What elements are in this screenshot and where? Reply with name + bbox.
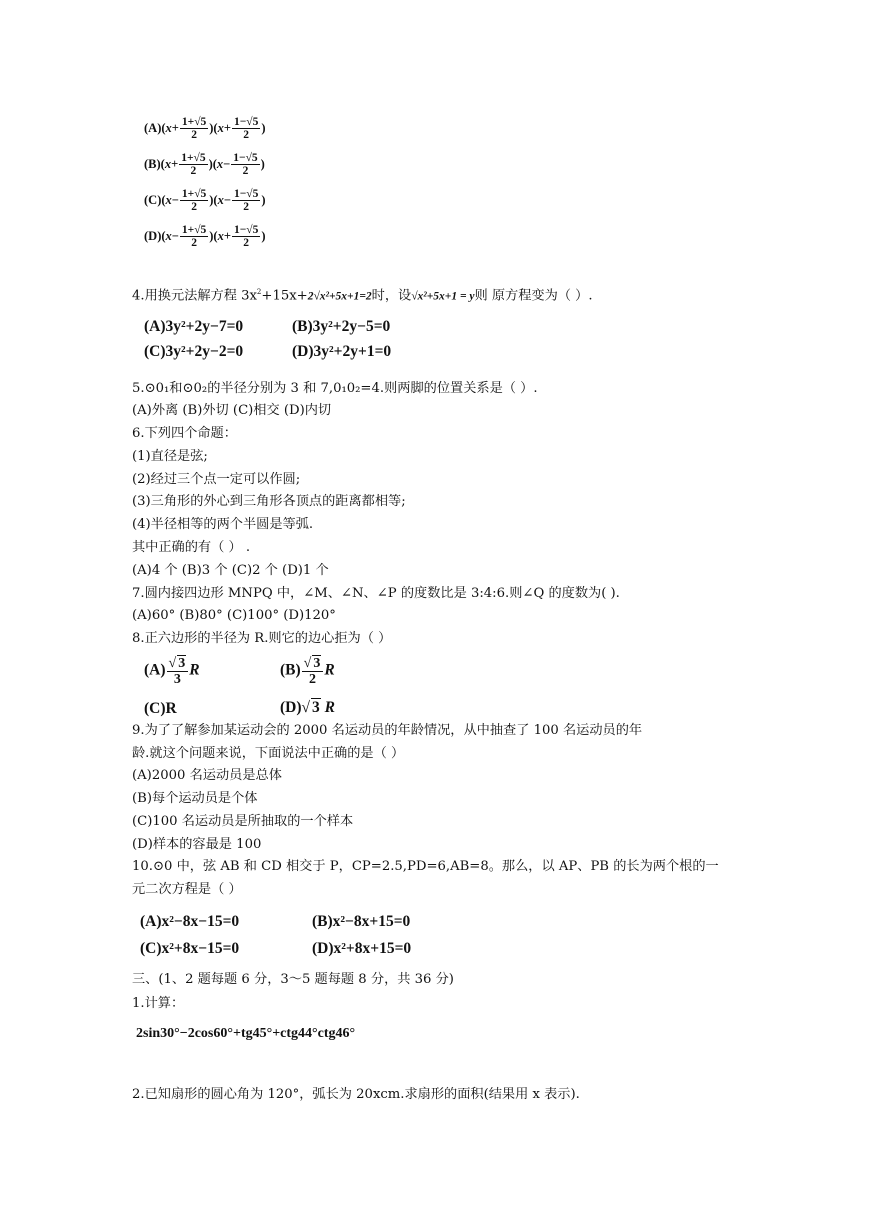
q4-option-d: (D)3y²+2y+1=0 [292, 343, 392, 360]
q3-option: (B)(x+ $\frac{1+√5}{2}$ )(x− $\frac{1-√5}{2}$ ) [144, 152, 265, 177]
q8-option-c: (C)R [144, 700, 177, 717]
q6-options: (A)4 个 (B)3 个 (C)2 个 (D)1 个 [132, 563, 329, 578]
sec3-q2: 2.已知扇形的圆心角为 120°，弧长为 20xcm.求扇形的面积(结果用 x 表示). [132, 1087, 580, 1102]
q3-option: (A)(x+ $\frac{1+√5}{2}$ )(x+ $\frac{1-√5}{2}$ ) [144, 116, 266, 141]
q9-option-d: (D)样本的容最是 100 [132, 837, 262, 852]
q6-statement-3: (3)三角形的外心到三角形各顶点的距离都相等; [132, 494, 406, 509]
q5-stem: 5.⊙0₁和⊙0₂的半径分别为 3 和 7,0₁0₂=4.则两脚的位置关系是（ ）. [132, 381, 538, 396]
q6-statement-1: (1)直径是弦; [132, 449, 208, 464]
q9-option-b: (B)每个运动员是个体 [132, 791, 258, 806]
q9-option-a: (A)2000 名运动员是总体 [132, 768, 282, 783]
q4-substitution: √x²+5x+1 = y [411, 290, 475, 303]
q10-stem-line-2: 元二次方程是（ ） [132, 882, 242, 897]
sec3-q1-label: 1.计算： [132, 996, 185, 1011]
q8-stem: 8.正六边形的半径为 R.则它的边心拒为（ ） [132, 631, 392, 646]
q8-option-b: (B) $\frac{√ 3}{2}$ R [280, 656, 335, 687]
q6-question: 其中正确的有（ ） . [132, 540, 251, 555]
q4-option-b: (B)3y²+2y−5=0 [292, 318, 391, 335]
q3-option: (D)(x− $\frac{1+√5}{2}$ )(x+ $\frac{1-√5}{2}$ ) [144, 224, 266, 249]
q3-option: (C)(x− $\frac{1+√5}{2}$ )(x− $\frac{1-√5}{2}$ ) [144, 188, 266, 213]
q7-stem: 7.圆内接四边形 MNPQ 中，∠M、∠N、∠P 的度数比是 3:4:6.则∠Q 的度数为( ). [132, 586, 620, 601]
q10-option-a: (A)x²−8x−15=0 [140, 913, 240, 930]
q8-option-a: (A) $\frac{√ 3}{3}$ R [144, 656, 200, 687]
q9-stem-line-2: 龄.就这个问题来说，下面说法中正确的是（ ） [132, 746, 405, 761]
q10-stem-line-1: 10.⊙0 中，弦 AB 和 CD 相交于 P，CP=2.5,PD=6,AB=8。那么，以 AP、PB 的长为两个根的一 [132, 859, 719, 874]
q6-stem: 6.下列四个命题： [132, 426, 237, 441]
q5-options: (A)外离 (B)外切 (C)相交 (D)内切 [132, 403, 332, 418]
q4-stem: 4.用换元法解方程 $3x^2+15x+2√x^2+5x+1=2$时，设√x²+5x+1 = y则 原方程变为（ ）. [132, 288, 593, 304]
q6-statement-4: (4)半径相等的两个半圆是等弧. [132, 517, 314, 532]
q7-options: (A)60° (B)80° (C)100° (D)120° [132, 608, 336, 623]
q4-option-a: (A)3y²+2y−7=0 [144, 318, 244, 335]
q4-option-c: (C)3y²+2y−2=0 [144, 343, 244, 360]
q10-option-d: (D)x²+8x+15=0 [312, 940, 412, 957]
q8-option-d: (D)√ 3 R [280, 699, 336, 716]
q9-stem-line-1: 9.为了了解参加某运动会的 2000 名运动员的年龄情况，从中抽查了 100 名运动员的年 [132, 723, 643, 738]
q10-option-b: (B)x²−8x+15=0 [312, 913, 411, 930]
q4-equation: 2√x²+5x+1=2 [307, 290, 372, 303]
sec3-q1-expression: 2sin30°−2cos60°+tg45°+ctg44°ctg46° [136, 1026, 356, 1041]
q9-option-c: (C)100 名运动员是所抽取的一个样本 [132, 814, 354, 829]
q6-statement-2: (2)经过三个点一定可以作圆; [132, 472, 301, 487]
section-3-heading: 三、(1、2 题每题 6 分，3～5 题每题 8 分，共 36 分) [132, 972, 454, 987]
q10-option-c: (C)x²+8x−15=0 [140, 940, 240, 957]
